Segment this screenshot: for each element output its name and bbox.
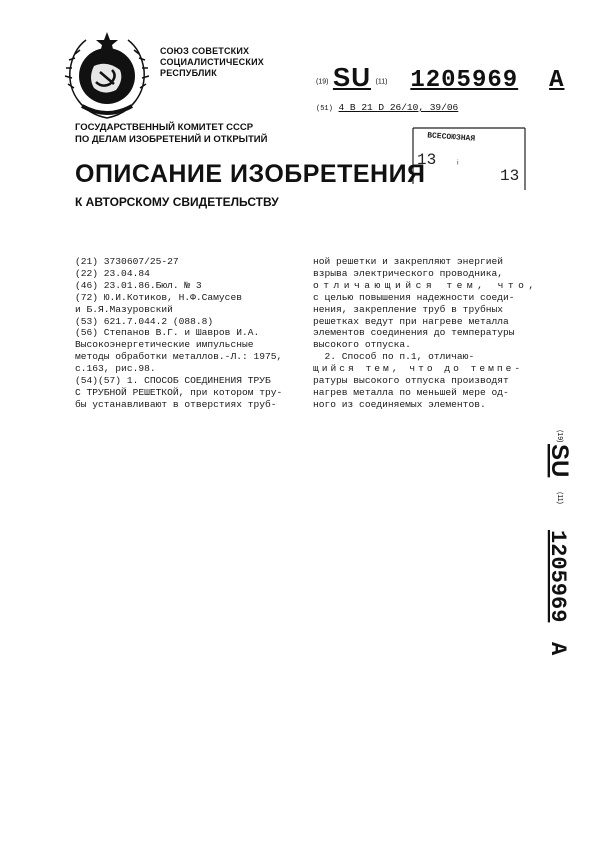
country-code: SU	[332, 62, 372, 92]
claims-line: взрыва электрического проводника,	[313, 267, 503, 279]
inid-code-19: (19)	[316, 78, 329, 86]
classification	[316, 102, 458, 113]
committee-line: ПО ДЕЛАМ ИЗОБРЕТЕНИЙ И ОТКРЫТИЙ	[75, 134, 268, 145]
claims-line: С ТРУБНОЙ РЕШЕТКОЙ, при котором тру-	[75, 386, 283, 398]
patent-identifier	[316, 62, 564, 94]
claims-line: ратуры высокого отпуска производят	[313, 375, 509, 387]
document-subtitle: К АВТОРСКОМУ СВИДЕТЕЛЬСТВУ	[75, 195, 279, 209]
claims-line: с целью повышения надежности соеди-	[313, 291, 515, 303]
claims-line: 2. Способ по п.1, отличаю-	[313, 351, 475, 363]
side-kind: A	[545, 642, 570, 656]
biblio-line: (22) 23.04.84	[75, 267, 150, 279]
claims-line: ного из соединяемых элементов.	[313, 398, 486, 410]
claims-spaced-line: щийся тем, что до темпе-	[313, 363, 524, 375]
country-line: СОЮЗ СОВЕТСКИХ	[160, 46, 250, 56]
claims-line: элементов соединения до температуры	[313, 327, 515, 339]
country-line: РЕСПУБЛИК	[160, 68, 217, 78]
biblio-line: (56) Степанов В.Г. и Шавров И.А.	[75, 327, 260, 339]
claims-line: высокого отпуска.	[313, 339, 411, 351]
biblio-line: (72) Ю.И.Котиков, Н.Ф.Самусев	[75, 291, 242, 303]
inid-code-51: (51)	[316, 105, 333, 113]
inid-code-11: (11)	[375, 78, 388, 86]
side-code-19: (19)	[556, 430, 563, 443]
biblio-line: с.163, рис.98.	[75, 363, 156, 375]
svg-text:ᵢ: ᵢ	[457, 156, 459, 167]
claims-line: нагрев металла по меньшей мере од-	[313, 386, 509, 398]
claims-line: нения, закрепление труб в трубных	[313, 303, 503, 315]
ipc-codes: 4 В 21 D 26/10, 39/06	[338, 102, 459, 113]
country-line: СОЦИАЛИСТИЧЕСКИХ	[160, 57, 264, 67]
claims-spaced-line: отличающийся тем, что,	[313, 279, 539, 291]
biblio-line: (53) 621.7.044.2 (088.8)	[75, 315, 214, 327]
claims-column	[313, 256, 539, 411]
biblio-line: Высокоэнергетические импульсные	[75, 339, 254, 351]
document-kind: A	[549, 67, 565, 94]
stamp-top-text: ВСЕСОЮЗНАЯ	[426, 131, 476, 144]
bibliographic-column	[75, 256, 300, 411]
stamp-left-number: 13	[417, 151, 437, 169]
biblio-line: (46) 23.01.86.Бюл. № 3	[75, 279, 202, 291]
claims-line: бы устанавливают в отверстиях труб-	[75, 398, 277, 410]
side-number: 1205969	[545, 530, 570, 623]
side-patent-label	[536, 430, 576, 670]
side-su: SU	[546, 444, 573, 478]
claims-line: решетках ведут при нагреве металла	[313, 315, 509, 327]
committee-name	[75, 122, 267, 146]
claims-heading: (54)(57) 1. СПОСОБ СОЕДИНЕНИЯ ТРУБ	[75, 375, 271, 387]
country-name	[160, 46, 264, 79]
claims-line: ной решетки и закрепляют энергией	[313, 256, 503, 267]
biblio-line: (21) 3730607/25-27	[75, 256, 179, 267]
ussr-emblem	[62, 28, 152, 123]
document-title: ОПИСАНИЕ ИЗОБРЕТЕНИЯ	[75, 160, 426, 188]
patent-number: 1205969	[410, 67, 519, 94]
committee-line: ГОСУДАРСТВЕННЫЙ КОМИТЕТ СССР	[75, 122, 254, 133]
biblio-line: методы обработки металлов.-Л.: 1975,	[75, 351, 283, 363]
side-code-11: (11)	[556, 492, 563, 504]
stamp-right-number: 13	[500, 167, 520, 185]
biblio-line: и Б.Я.Мазуровский	[75, 303, 173, 315]
